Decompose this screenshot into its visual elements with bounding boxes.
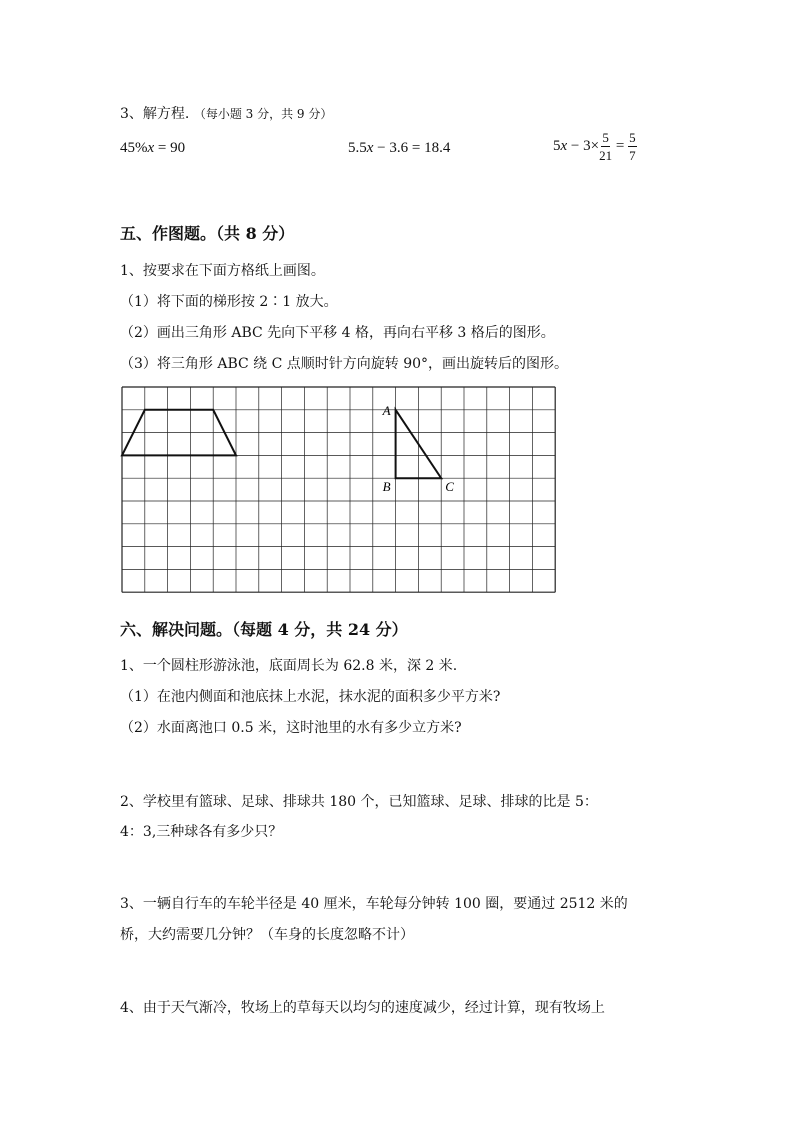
- section-5-step-2: （2）画出三角形 ABC 先向下平移 4 格，再向右平移 3 格后的图形。: [120, 325, 555, 341]
- problem-1-part-1: （1）在池内侧面和池底抹上水泥，抹水泥的面积多少平方米?: [120, 689, 501, 705]
- section-6-title: 六、解决问题。（每题 4 分，共 24 分）: [120, 620, 408, 639]
- equation-2: 5.5x − 3.6 = 18.4: [348, 140, 451, 156]
- problem-3-line-2: 桥，大约需要几分钟？（车身的长度忽略不计）: [120, 927, 414, 943]
- problem-1: 1、一个圆柱形游泳池，底面周长为 62.8 米，深 2 米.: [120, 658, 458, 674]
- label-b: B: [382, 479, 391, 495]
- section-5-question-1: 1、按要求在下面方格纸上画图。: [120, 263, 325, 279]
- problem-2-line-2: 4：3,三种球各有多少只？: [120, 824, 283, 840]
- problem-1-part-2: （2）水面离池口 0.5 米，这时池里的水有多少立方米?: [120, 720, 462, 736]
- equation-score-note: （每小题 3 分，共 9 分）: [193, 107, 333, 121]
- section-5-step-1: （1）将下面的梯形按 2∶1 放大。: [120, 294, 338, 310]
- equation-1: 45%x = 90: [120, 140, 186, 156]
- equation-section-title: 3、解方程. （每小题 3 分，共 9 分）: [120, 106, 333, 122]
- grid-paper: [118, 383, 560, 601]
- equation-3: 5x − 3× $\frac{5}{21}$ = $\frac{5}{7}$: [553, 130, 636, 163]
- fraction-5-7: $\frac{5}{7}$: [629, 130, 636, 163]
- fraction-5-21: $\frac{5}{21}$: [599, 130, 613, 163]
- label-c: C: [445, 479, 454, 495]
- problem-4-line-1: 4、由于天气渐冷，牧场上的草每天以均匀的速度减少，经过计算，现有牧场上: [120, 1000, 605, 1016]
- label-a: A: [382, 402, 391, 418]
- problem-2-line-1: 2、学校里有篮球、足球、排球共 180 个，已知篮球、足球、排球的比是 5：: [120, 794, 598, 810]
- section-5-title: 五、作图题。（共 8 分）: [120, 224, 295, 243]
- problem-3-line-1: 3、一辆自行车的车轮半径是 40 厘米，车轮每分钟转 100 圈，要通过 2512 米的: [120, 896, 628, 912]
- grid-lines: [122, 387, 555, 592]
- section-5-step-3: （3）将三角形 ABC 绕 C 点顺时针方向旋转 90°，画出旋转后的图形。: [120, 356, 569, 372]
